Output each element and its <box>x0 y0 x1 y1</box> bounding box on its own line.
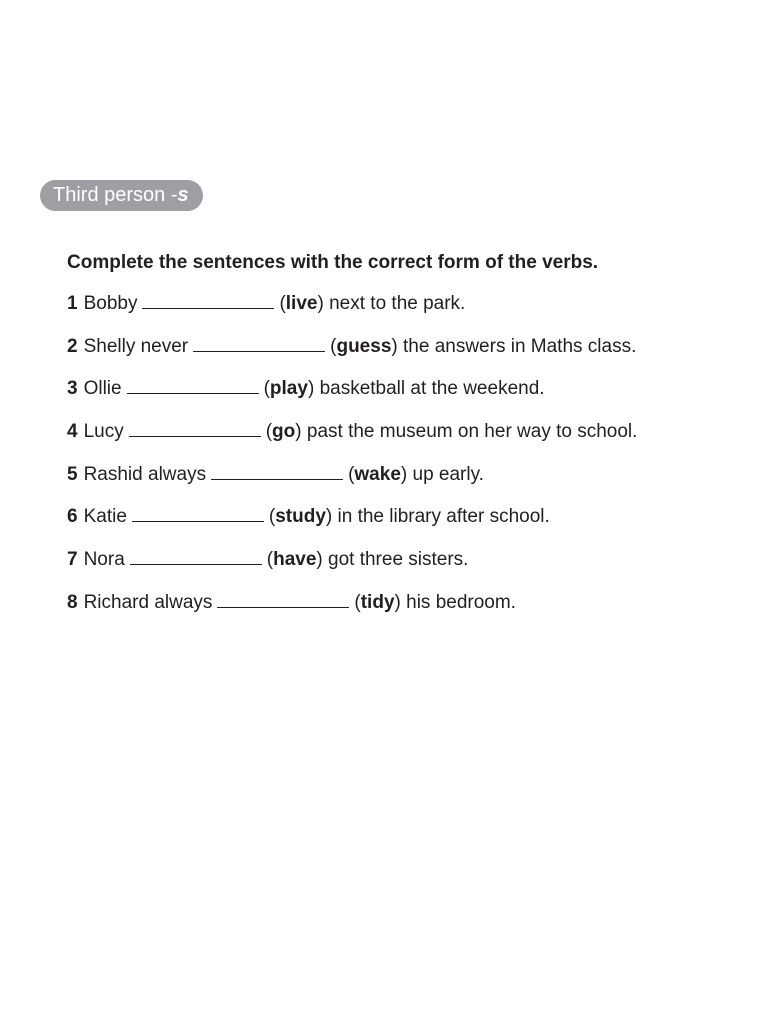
answer-blank[interactable] <box>211 461 343 480</box>
section-title-badge <box>40 180 203 211</box>
item-verb: go <box>272 421 296 443</box>
exercise-item: 7 Nora (have) got three sisters. <box>67 546 637 589</box>
answer-blank[interactable] <box>193 333 325 352</box>
exercise-item: 3 Ollie (play) basketball at the weekend. <box>67 375 637 418</box>
item-verb: live <box>285 293 318 314</box>
item-number: 5 <box>67 463 78 485</box>
item-subject: Rashid always <box>83 463 207 485</box>
item-number: 3 <box>67 378 78 400</box>
item-subject: Bobby <box>83 293 138 314</box>
item-subject: Katie <box>83 506 127 528</box>
exercise-item: 4 Lucy (go) past the museum on her way to school. <box>67 418 637 461</box>
item-rest: his bedroom. <box>406 591 516 613</box>
item-verb: play <box>269 378 308 400</box>
exercise-instruction: Complete the sentences with the correct form of the verbs. <box>67 252 599 273</box>
item-subject: Richard always <box>83 591 213 613</box>
item-subject: Ollie <box>83 378 122 400</box>
item-number: 2 <box>67 335 78 357</box>
item-number: 6 <box>67 506 78 528</box>
exercise-item: 2 Shelly never (guess) the answers in Maths class. <box>67 333 637 376</box>
answer-blank[interactable] <box>127 375 259 394</box>
item-number: 7 <box>67 549 78 571</box>
item-number: 1 <box>67 293 78 314</box>
item-verb: tidy <box>360 591 395 613</box>
item-subject: Shelly never <box>83 335 189 357</box>
answer-blank[interactable] <box>132 503 264 522</box>
item-verb: guess <box>336 335 392 357</box>
item-rest: next to the park. <box>329 293 466 314</box>
item-rest: past the museum on her way to school. <box>306 421 638 443</box>
exercise-item: 6 Katie (study) in the library after school. <box>67 503 637 546</box>
section-title: Third person - <box>53 184 178 206</box>
item-subject: Lucy <box>83 421 124 443</box>
exercise-list <box>67 290 637 632</box>
answer-blank[interactable] <box>129 418 261 437</box>
section-title-suffix: s <box>177 184 189 206</box>
answer-blank[interactable] <box>142 290 274 309</box>
item-number: 8 <box>67 591 78 613</box>
item-rest: basketball at the weekend. <box>319 378 545 400</box>
item-verb: have <box>273 549 317 571</box>
item-verb: study <box>275 506 326 528</box>
answer-blank[interactable] <box>217 589 349 608</box>
item-verb: wake <box>354 463 401 485</box>
exercise-item: 8 Richard always (tidy) his bedroom. <box>67 589 637 632</box>
exercise-item: 5 Rashid always (wake) up early. <box>67 461 637 504</box>
item-rest: got three sisters. <box>328 549 469 571</box>
item-subject: Nora <box>83 549 125 571</box>
answer-blank[interactable] <box>130 546 262 565</box>
item-rest: the answers in Maths class. <box>403 335 637 357</box>
item-number: 4 <box>67 421 78 443</box>
item-rest: up early. <box>412 463 484 485</box>
item-rest: in the library after school. <box>337 506 550 528</box>
exercise-item: 1 Bobby (live) next to the park. <box>67 290 637 333</box>
